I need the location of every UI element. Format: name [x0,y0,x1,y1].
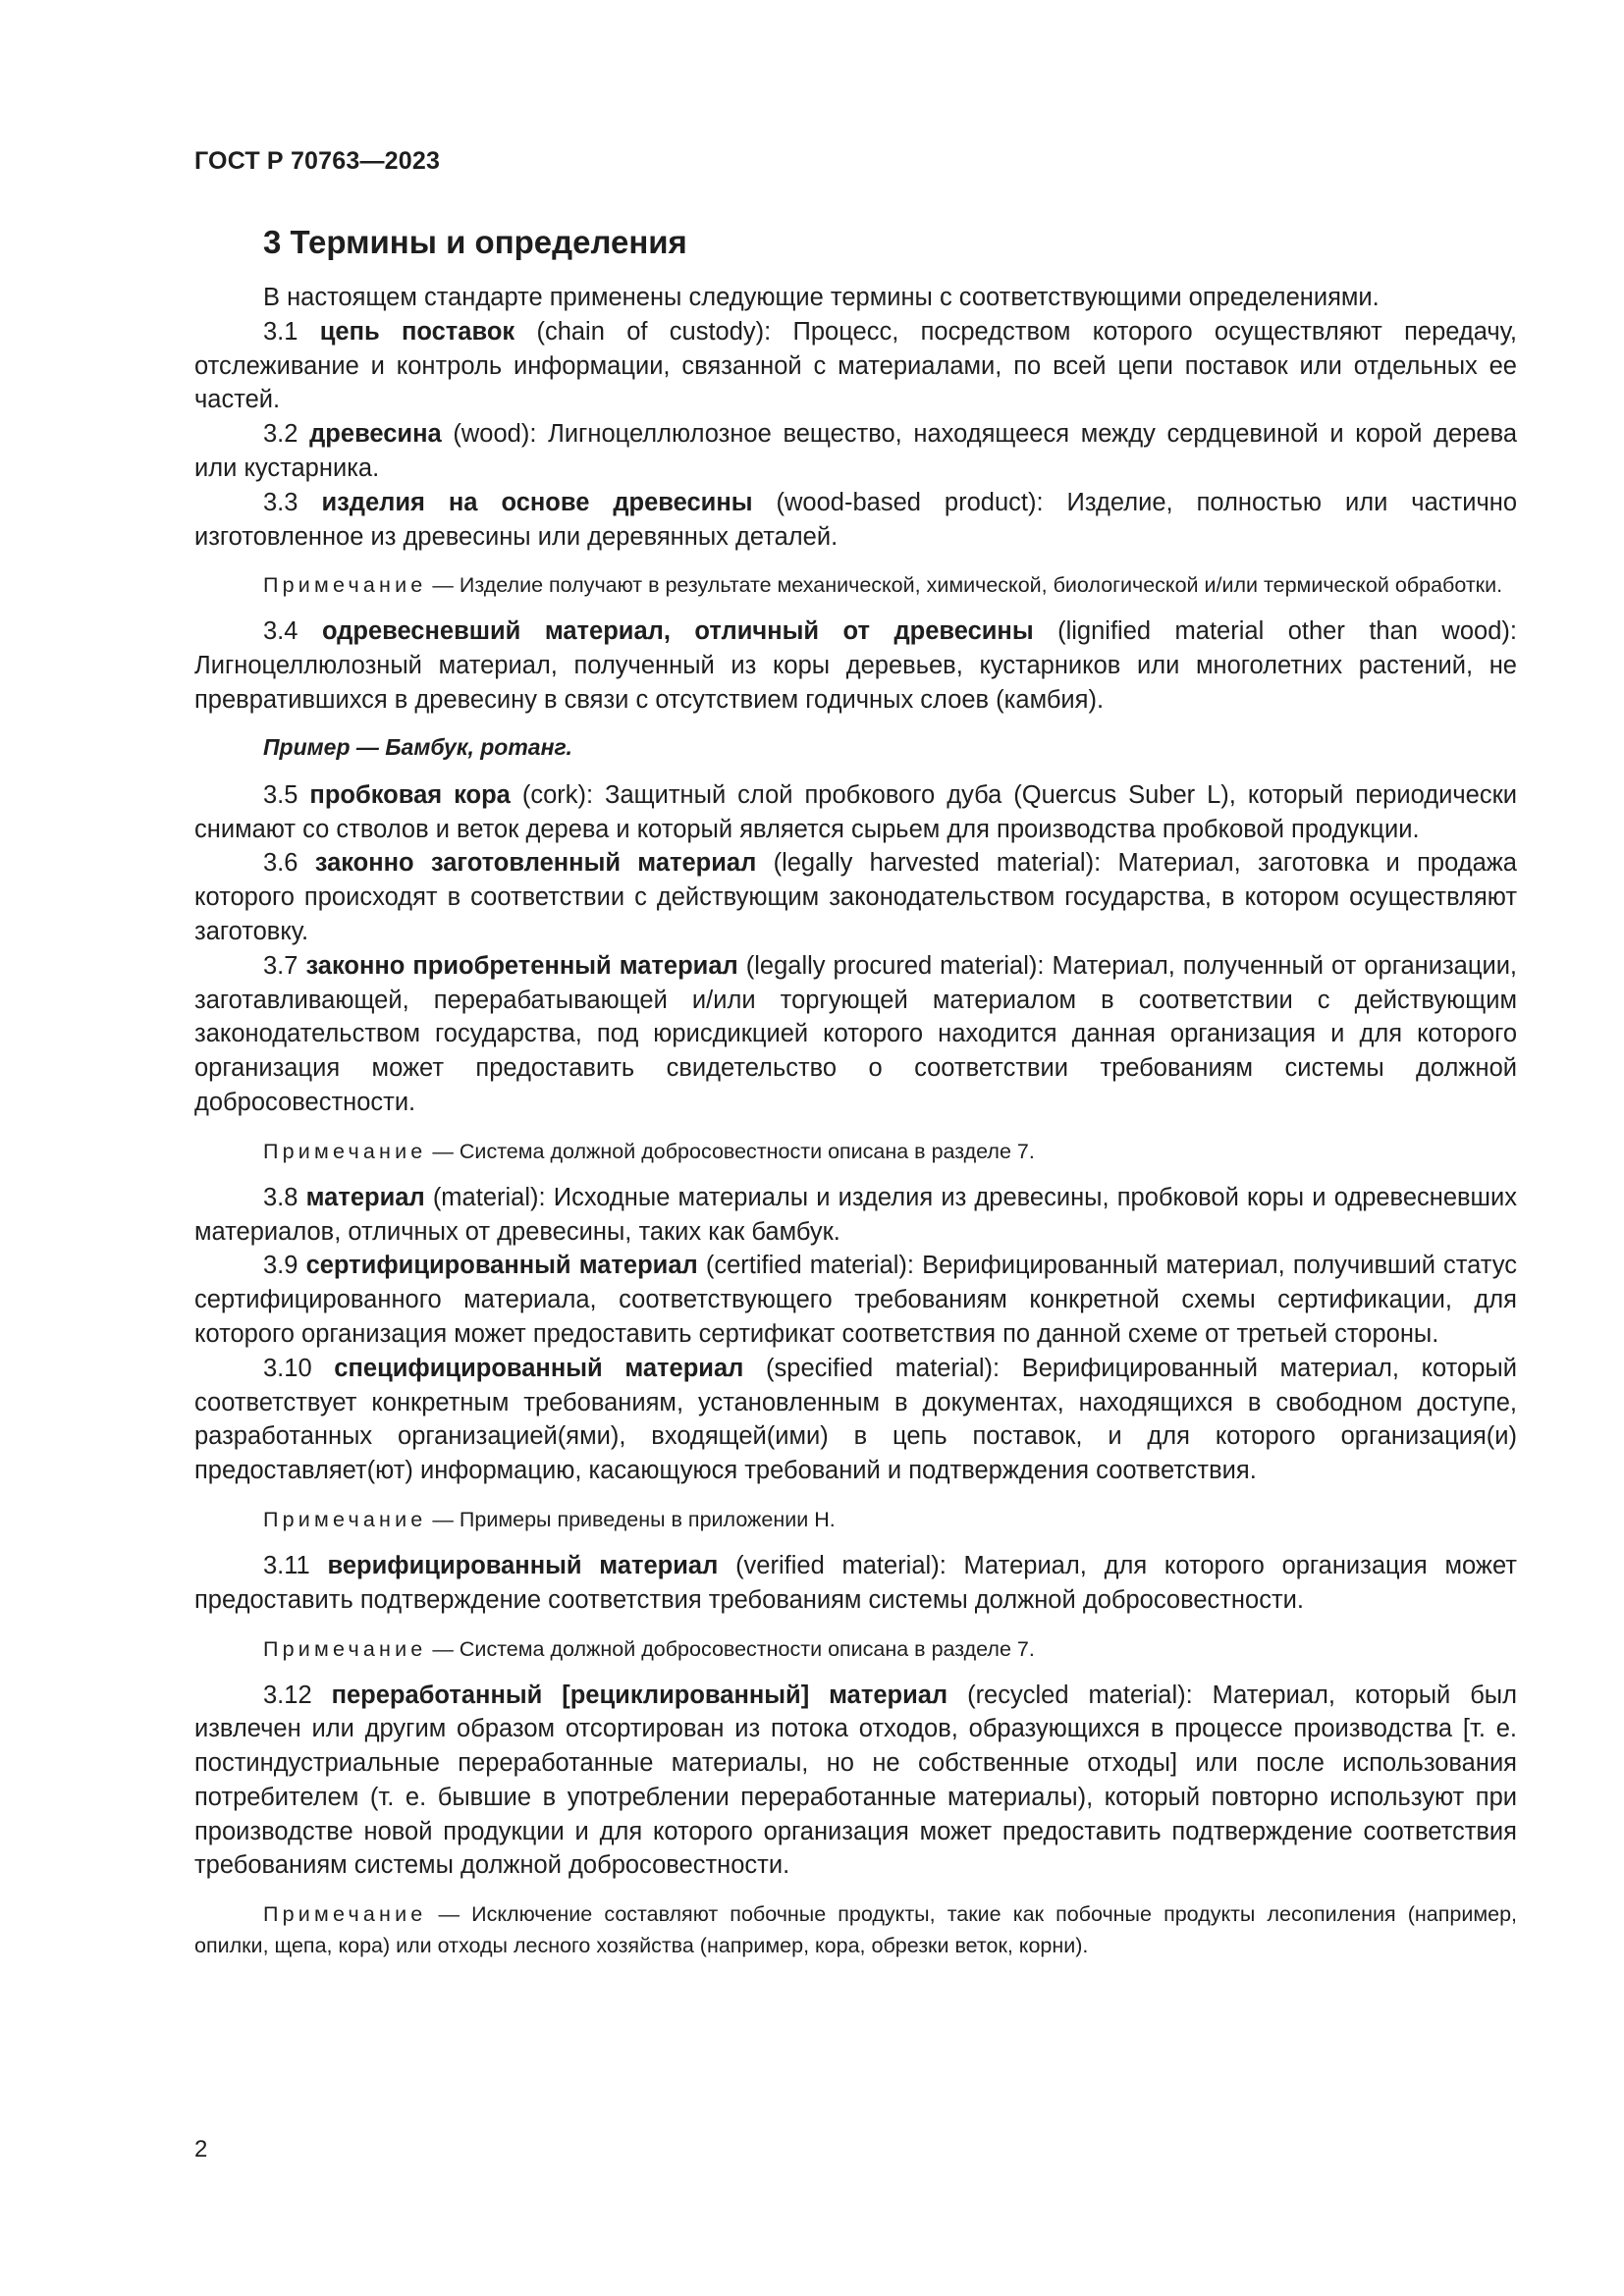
note-dash: — [426,573,460,598]
term-english: (recycled material): [967,1681,1193,1709]
term-name: древесина [309,420,442,449]
term-name: верифицированный материал [327,1551,719,1579]
note-label: Примечание [263,573,427,598]
term-number: 3.10 [263,1354,312,1382]
term-number: 3.12 [263,1681,312,1709]
term-entry [194,846,1517,948]
note-text: Система должной добросовестности описана в разделе 7. [459,1636,1035,1661]
term-definition: Материал, для которого организация может предоставить подтверждение соответствия требованиям системы должной добросовестности. [194,1551,1517,1614]
term-entry [194,486,1517,555]
term-entry [194,417,1517,486]
term-entry [194,1181,1517,1250]
term-english: (lignified material other than wood): [1057,617,1517,646]
term-entry [194,1549,1517,1618]
term-definition: Изделие, полностью или частично изготовленное из древесины или деревянных деталей. [194,488,1517,551]
note-text: Система должной добросовестности описана в разделе 7. [459,1139,1035,1163]
term-name: сертифицированный материал [305,1252,698,1280]
term-definition: Материал, который был извлечен или другим образом отсортирован из потока отходов, образующихся в процессе производства [т. е. постиндустриальные переработанные материалы, но не собственные отходы] или после использования потребителем (т. е. бывшие в употреблении переработанные материалы), который повторно используют при производстве новой продукции и для которого организация может предоставить подтверждение соответствия требованиям системы должной добросовестности. [194,1681,1518,1880]
note-label: Примечание [263,1507,427,1531]
term-english: (certified material): [705,1252,914,1280]
term-english: (verified material): [735,1551,947,1579]
term-english: (wood-based product): [776,488,1044,516]
note-dash: — [426,1902,472,1927]
term-number: 3.8 [263,1183,298,1211]
term-note [194,1136,1517,1167]
term-definition: Защитный слой пробкового дуба (Quercus Suber L), который периодически снимают со стволов и веток дерева и который является сырьем для производства пробковой продукции. [194,780,1517,843]
note-text: Примеры приведены в приложении Н. [459,1507,836,1531]
note-text: Исключение составляют побочные продукты, такие как побочные продукты лесопиления (например, опилки, щепа, кора) или отходы лесного хозяйства (например, кора, обрезки веток, корни). [194,1902,1517,1958]
note-dash: — [426,1507,460,1531]
term-english: (wood): [453,420,537,449]
term-example: Пример — Бамбук, ротанг. [263,733,572,760]
term-number: 3.9 [263,1252,298,1280]
term-number: 3.5 [263,780,298,809]
term-english: (cork): [521,780,594,809]
term-number: 3.4 [263,617,298,646]
term-note [194,1898,1517,1961]
term-definition: Верифицированный материал, который соответствует конкретным требованиям, установленным в документах, находящихся в свободном доступе, разработанных организацией(ями), входящей(ими) в цепь поставок, и для которого организация(и) предоставляет(ют) информацию, касающуюся требований и подтверждения соответствия. [194,1354,1517,1485]
term-definition: Материал, полученный от организации, заготавливающей, перерабатывающей и/или торгующей материалом в соответствии с действующим законодательством государства, под юрисдикцией которого находится данная организация и для которого организация может предоставить свидетельство о соответствии требованиям системы должной добросовестности. [194,951,1518,1116]
term-english: (specified material): [766,1354,1001,1382]
term-definition: Материал, заготовка и продажа которого происходят в соответствии с действующим законодательством государства, в котором осуществляют заготовку. [194,849,1517,945]
note-label: Примечание [263,1902,427,1927]
term-name: законно приобретенный материал [305,951,738,980]
term-note [194,569,1517,601]
note-label: Примечание [263,1636,427,1661]
term-entry [194,1679,1517,1884]
term-entry [194,1352,1517,1488]
note-dash: — [426,1139,460,1163]
term-name: одревесневший материал, отличный от древесины [321,617,1034,646]
term-definition: Процесс, посредством которого осуществляют передачу, отслеживание и контроль информации, связанной с материалами, по всей цепи поставок или отдельных ее частей. [194,317,1517,414]
term-english: (material): [432,1183,546,1211]
term-name: изделия на основе древесины [321,488,753,516]
term-number: 3.6 [263,849,298,878]
term-number: 3.1 [263,317,298,346]
term-english: (legally procured material): [745,951,1045,980]
terms-list [194,315,1517,1961]
term-number: 3.7 [263,951,298,980]
term-name: специфицированный материал [334,1354,744,1382]
term-number: 3.3 [263,488,298,516]
term-entry [194,949,1517,1120]
document-body [194,281,1517,1975]
intro-paragraph: В настоящем стандарте применены следующие термины с соответствующими определениями. [263,284,1380,311]
term-entry [194,614,1517,717]
term-definition: Лигноцеллюлозное вещество, находящееся между сердцевиной и корой дерева или кустарника. [194,420,1518,482]
term-note [194,1633,1517,1665]
term-number: 3.11 [263,1551,310,1579]
term-name: переработанный [рециклированный] материал [331,1681,948,1709]
term-note [194,1504,1517,1535]
note-text: Изделие получают в результате механической, химической, биологической и/или термической обработки. [459,573,1503,598]
note-dash: — [426,1636,460,1661]
term-english: (chain of custody): [536,317,772,346]
term-name: пробковая кора [309,780,511,809]
term-entry [194,778,1517,847]
term-definition: Лигноцеллюлозный материал, полученный из коры деревьев, кустарников или многолетних растений, не превратившихся в древесину в связи с отсутствием годичных слоев (камбия). [194,652,1517,714]
section-title: 3 Термины и определения [263,224,687,260]
document-header: ГОСТ Р 70763—2023 [194,147,441,175]
term-entry [194,1249,1517,1351]
term-english: (legally harvested material): [773,849,1102,878]
term-definition: Исходные материалы и изделия из древесины, пробковой коры и одревесневших материалов, отличных от древесины, таких как бамбук. [194,1183,1518,1246]
note-label: Примечание [263,1139,427,1163]
term-name: цепь поставок [319,317,515,346]
term-name: законно заготовленный материал [314,849,757,878]
term-entry [194,315,1517,417]
term-name: материал [305,1183,425,1211]
term-number: 3.2 [263,420,298,449]
page-number: 2 [194,2136,208,2163]
term-definition: Верифицированный материал, получивший статус сертифицированного материала, соответствующего требованиям конкретной схемы сертификации, для которого организация может предоставить сертификат соответствия по данной схеме от третьей стороны. [194,1252,1517,1348]
